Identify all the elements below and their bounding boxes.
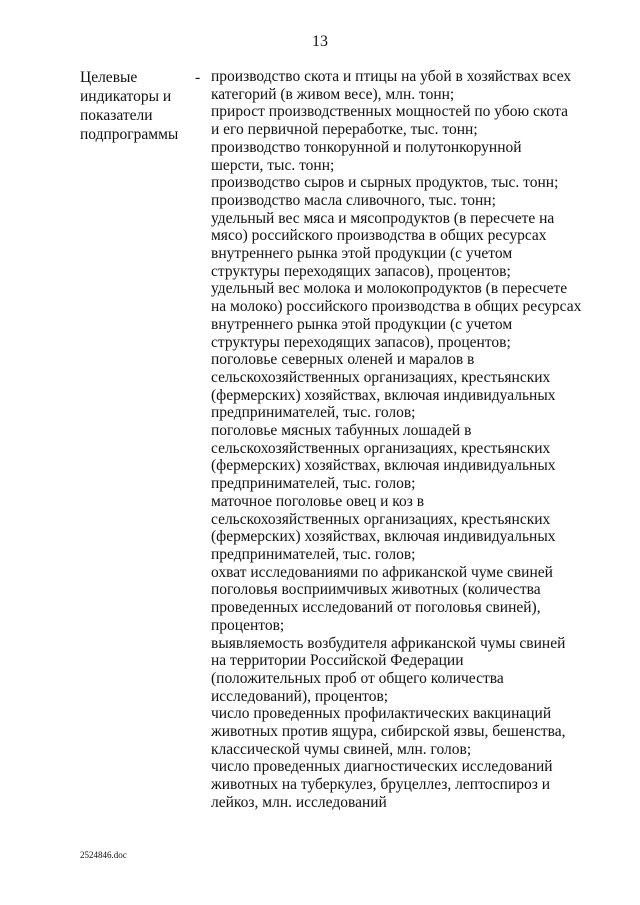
- indicator-line: выявляемость возбудителя африканской чумы свиней: [211, 634, 566, 652]
- indicator-line: классической чумы свиней, млн. голов;: [211, 740, 472, 758]
- indicator-line: (фермерских) хозяйствах, включая индивидуальных: [211, 457, 556, 475]
- indicator-line: предпринимателей, тыс. голов;: [211, 475, 416, 493]
- indicator-line: предпринимателей, тыс. голов;: [211, 545, 416, 563]
- section-label-line: индикаторы и: [80, 88, 172, 105]
- indicator-line: животных против ящура, сибирской язвы, бешенства,: [211, 723, 566, 741]
- indicator-line: производство сыров и сырных продуктов, тыс. тонн;: [211, 174, 559, 192]
- indicator-line: число проведенных диагностических исследований: [211, 758, 553, 776]
- indicator-line: и его первичной переработке, тыс. тонн;: [211, 121, 478, 139]
- indicators-list: [211, 68, 581, 812]
- indicator-line: проведенных исследований от поголовья свиней),: [211, 599, 541, 617]
- section-label-line: показатели: [80, 107, 153, 124]
- indicator-line: производство скота и птицы на убой в хозяйствах всех: [211, 68, 572, 85]
- indicator-line: мясо) российского производства в общих ресурсах: [211, 227, 547, 245]
- indicator-line: (положительных проб от общего количества: [211, 669, 504, 687]
- indicator-line: на молоко) российского производства в общих ресурсах: [211, 298, 582, 316]
- indicator-line: удельный вес мяса и мясопродуктов (в пересчете на: [211, 209, 555, 227]
- indicator-line: (фермерских) хозяйствах, включая индивидуальных: [211, 528, 556, 546]
- section-label-line: подпрограммы: [80, 126, 179, 143]
- indicator-line: поголовье северных оленей и маралов в: [211, 351, 475, 369]
- document-footer: 2524846.doc: [80, 850, 127, 860]
- indicator-line: прирост производственных мощностей по убою скота: [211, 103, 568, 121]
- page-number: 13: [312, 33, 328, 50]
- indicator-line: производство тонкорунной и полутонкорунной: [211, 138, 522, 156]
- indicator-line: структуры переходящих запасов), процентов;: [211, 333, 511, 351]
- indicator-line: сельскохозяйственных организациях, крестьянских: [211, 510, 551, 528]
- indicator-line: охват исследованиями по африканской чуме свиней: [211, 563, 553, 581]
- indicator-line: шерсти, тыс. тонн;: [211, 156, 335, 174]
- indicator-line: внутреннего рынка этой продукции (с учетом: [211, 245, 513, 263]
- indicator-line: исследований), процентов;: [211, 687, 389, 705]
- section-label: [80, 68, 195, 144]
- indicator-line: категорий (в живом весе), млн. тонн;: [211, 85, 455, 103]
- indicator-line: производство масла сливочного, тыс. тонн;: [211, 191, 496, 209]
- indicator-line: (фермерских) хозяйствах, включая индивидуальных: [211, 386, 556, 404]
- indicator-line: животных на туберкулез, бруцеллез, лептоспироз и: [211, 776, 551, 794]
- indicator-line: предпринимателей, тыс. голов;: [211, 404, 416, 422]
- indicator-line: маточное поголовье овец и коз в: [211, 492, 425, 510]
- indicator-line: внутреннего рынка этой продукции (с учетом: [211, 315, 513, 333]
- indicator-line: на территории Российской Федерации: [211, 652, 464, 670]
- indicator-line: сельскохозяйственных организациях, крестьянских: [211, 439, 551, 457]
- indicator-line: структуры переходящих запасов), процентов;: [211, 262, 511, 280]
- indicator-line: процентов;: [211, 616, 285, 634]
- list-dash: -: [195, 69, 201, 86]
- indicator-line: число проведенных профилактических вакцинаций: [211, 705, 552, 723]
- indicator-line: поголовья восприимчивых животных (количества: [211, 581, 541, 599]
- indicator-line: сельскохозяйственных организациях, крестьянских: [211, 368, 551, 386]
- indicator-line: удельный вес молока и молокопродуктов (в пересчете: [211, 280, 568, 298]
- section-label-line: Целевые: [80, 69, 138, 86]
- indicator-line: лейкоз, млн. исследований: [211, 793, 387, 811]
- indicator-line: поголовье мясных табунных лошадей в: [211, 422, 472, 440]
